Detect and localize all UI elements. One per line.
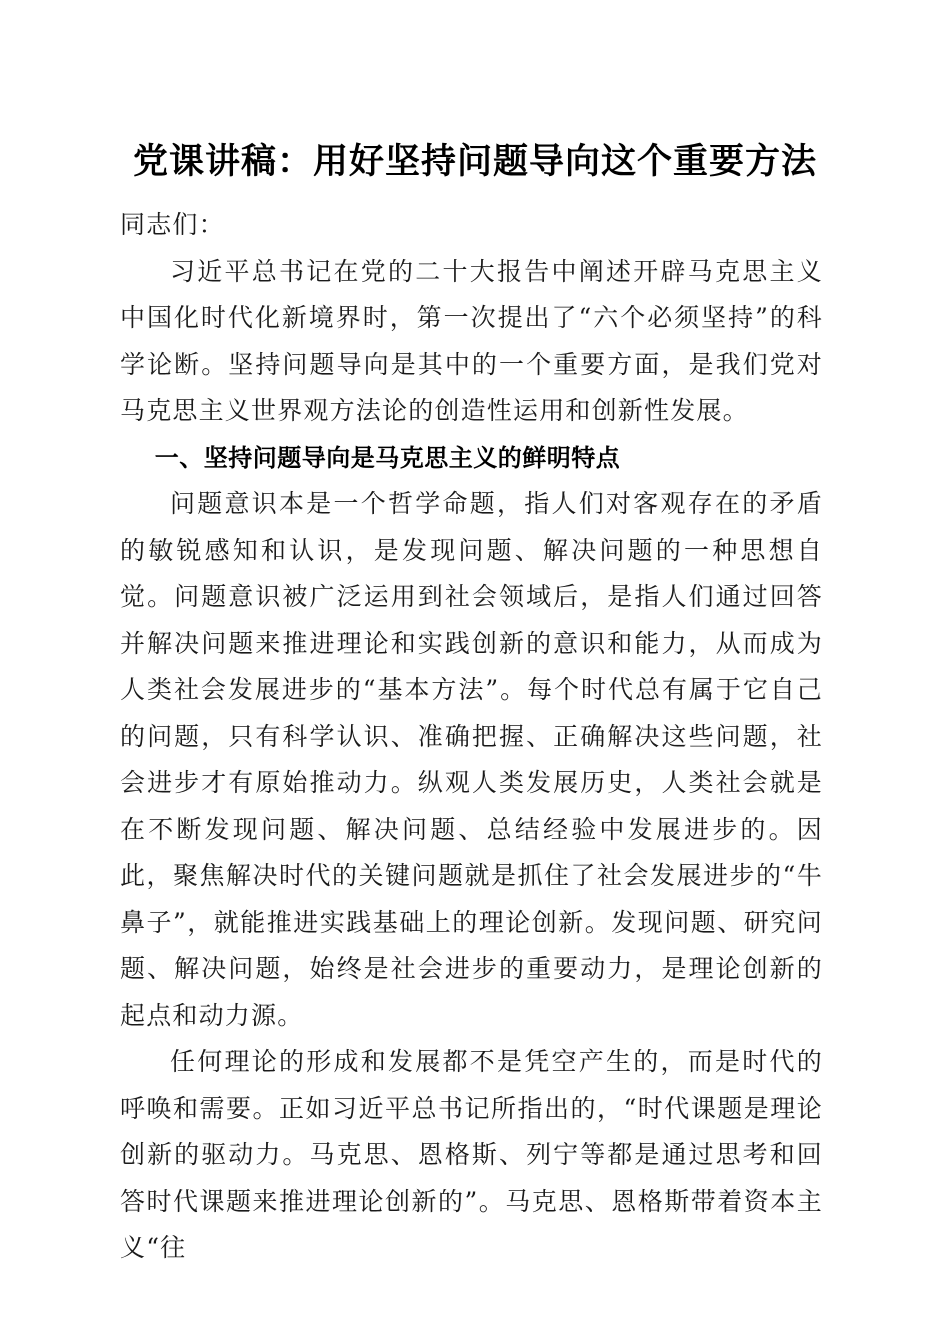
salutation: 同志们：: [120, 210, 225, 239]
paragraph: 习近平总书记在党的二十大报告中阐述开辟马克思主义中国化时代化新境界时，第一次提出了“六个必须坚持”的科学论断。坚持问题导向是其中的一个重要方面，是我们党对马克思主义世界观方法论的创造性运用和创新性发展。: [120, 256, 823, 425]
document-title: 党课讲稿：用好坚持问题导向这个重要方法: [132, 141, 817, 182]
paragraph: 问题意识本是一个哲学命题，指人们对客观存在的矛盾的敏锐感知和认识，是发现问题、解决问题的一种思想自觉。问题意识被广泛运用到社会领域后，是指人们通过回答并解决问题来推进理论和实践创新的意识和能力，从而成为人类社会发展进步的“基本方法”。每个时代总有属于它自己的问题，只有科学认识、准确把握、正确解决这些问题，社会进步才有原始推动力。纵观人类发展历史，人类社会就是在不断发现问题、解决问题、总结经验中发展进步的。因此，聚焦解决时代的关键问题就是抓住了社会发展进步的“牛鼻子”，就能推进实践基础上的理论创新。发现问题、研究问题、解决问题，始终是社会进步的重要动力，是理论创新的起点和动力源。: [120, 489, 823, 1030]
document-body: [120, 202, 823, 1272]
section-heading: 一、坚持问题导向是马克思主义的鲜明特点: [154, 443, 621, 472]
paragraph: 任何理论的形成和发展都不是凭空产生的，而是时代的呼唤和需要。正如习近平总书记所指出的，“时代课题是理论创新的驱动力。马克思、恩格斯、列宁等都是通过思考和回答时代课题来推进理论创新的”。马克思、恩格斯带着资本主义“往: [120, 1047, 823, 1262]
